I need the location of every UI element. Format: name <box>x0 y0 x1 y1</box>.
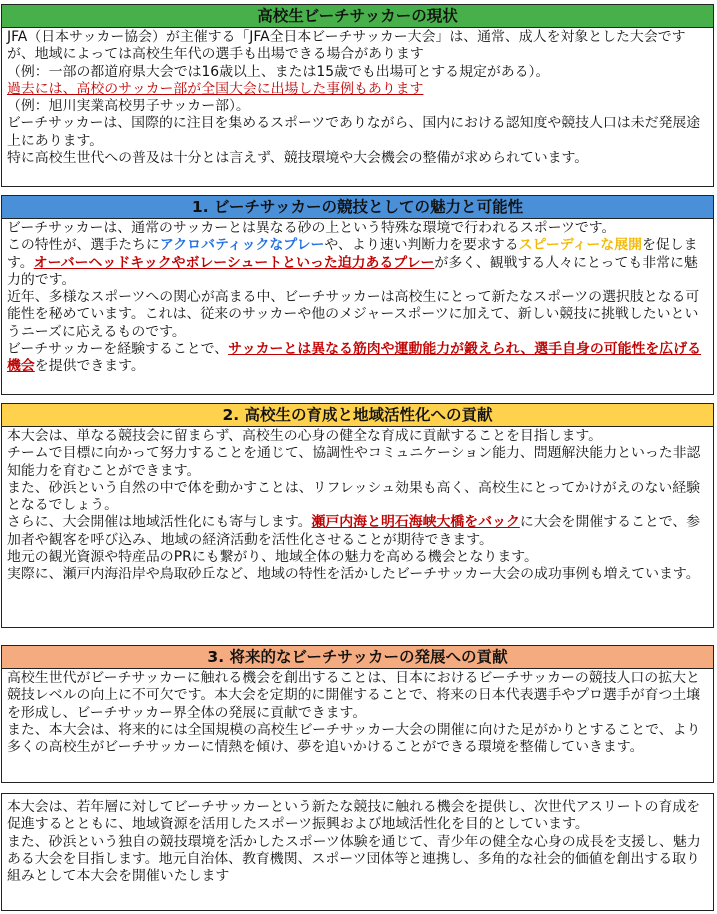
section-current-status <box>1 4 714 187</box>
highlight-setonaikai: 瀬戸内海と明石海峡大橋をバック <box>311 514 520 531</box>
paragraph: 近年、多様なスポーツへの関心が高まる中、ビーチサッカーは高校生にとって新たなスポーツの選択肢となる可能性を秘めています。これは、従来のサッカーや他のメジャースポーツに加えて、新しい競技に挑戦したいというニーズに応えるものです。 <box>7 289 700 340</box>
paragraph: 本大会は、若年層に対してビーチサッカーという新たな競技に触れる機会を提供し、次世代アスリートの育成を促進するとともに、地域資源を活用したスポーツ振興および地域活性化を目的としています。 <box>7 799 701 833</box>
text: に大会を開催することで、参加者や観客を呼び込み、地域の経済活動を活性化させることが期待できます。 <box>7 514 701 548</box>
highlight-acrobatic: アクロバティックなプレー <box>159 237 325 254</box>
paragraph: また、本大会は、将来的には全国規模の高校生ビーチサッカー大会の開催に向けた足がかりとすることで、より多くの高校生がビーチサッカーに情熱を傾け、夢を追いかけることができる環境を整備していきます。 <box>7 721 701 756</box>
paragraph: （例：一部の都道府県大会では16歳以上、または15歳でも出場可とする規定がある）。 <box>7 63 550 80</box>
text: が多く、観戦する人々にとっても非常に魅力的です。 <box>7 254 698 288</box>
paragraph <box>7 341 708 376</box>
section-appeal <box>1 195 714 395</box>
section-summary <box>1 793 714 911</box>
paragraph: 地元の観光資源や特産品のPRにも繋がり、地域全体の魅力を高める機会となります。 <box>7 549 538 566</box>
paragraph <box>7 514 708 549</box>
paragraph: また、砂浜という独自の競技環境を活かしたスポーツ体験を通じて、青少年の健全な心身の成長を支援し、魅力ある大会を目指します。地元自治体、教育機関、スポーツ団体等と連携し、多角的な社会的価値を創出する取り組みとして本大会を開催いたします <box>7 833 701 885</box>
paragraph: 高校生世代がビーチサッカーに触れる機会を創出することは、日本におけるビーチサッカーの競技人口の拡大と競技レベルの向上に不可欠です。本大会を定期的に開催することで、将来の日本代表選手やプロ選手が育つ土壌を形成し、ビーチサッカー界全体の発展に貢献できます。 <box>7 670 701 721</box>
paragraph: ビーチサッカーは、国際的に注目を集めるスポーツでありながら、国内における認知度や競技人口は未だ発展途上にあります。 <box>7 115 701 149</box>
text: を提供できます。 <box>34 358 145 375</box>
highlight-text: 過去には、高校のサッカー部が全国大会に出場した事例もあります <box>7 80 424 97</box>
section-header: 2. 高校生の育成と地域活性化への貢献 <box>2 404 713 427</box>
section-body <box>2 28 713 167</box>
paragraph: 特に高校生世代への普及は十分とは言えず、競技環境や大会機会の整備が求められています。 <box>7 150 589 167</box>
section-body <box>2 427 713 584</box>
text: さらに、大会開催は地域活性化にも寄与します。 <box>7 514 312 531</box>
paragraph: また、砂浜という自然の中で体を動かすことは、リフレッシュ効果も高く、高校生にとってかけがえのない経験となるでしょう。 <box>7 479 701 514</box>
paragraph: 本大会は、単なる競技会に留まらず、高校生の心身の健全な育成に貢献することを目指します。 <box>7 428 603 444</box>
section-body <box>2 219 713 376</box>
text: この特性が、選手たちに <box>7 237 160 254</box>
section-body <box>2 798 713 885</box>
text: を促します。 <box>7 237 698 271</box>
highlight-overhead: オーバーヘッドキックやボレーシュートといった迫力あるプレー <box>33 254 435 271</box>
highlight-muscle: サッカーとは異なる筋肉や運動能力が鍛えられ、選手自身の可能性を広げる機会 <box>7 341 701 375</box>
section-body <box>2 669 713 756</box>
section-education <box>1 403 714 628</box>
paragraph: JFA（日本サッカー協会）が主催する「JFA全日本ビーチサッカー大会」は、通常、成人を対象とした大会ですが、地域によっては高校生年代の選手も出場できる場合があります <box>7 29 686 63</box>
section-header: 高校生ビーチサッカーの現状 <box>2 5 713 28</box>
paragraph-highlight <box>7 81 708 98</box>
section-future <box>1 645 714 783</box>
section-header: 3. 将来的なビーチサッカーの発展への貢献 <box>2 646 713 669</box>
text: ビーチサッカーを経験することで、 <box>7 341 229 358</box>
text: や、より速い判断力を要求する <box>324 237 519 254</box>
paragraph: 実際に、瀬戸内海沿岸や鳥取砂丘など、地域の特性を活かしたビーチサッカー大会の成功事例も増えています。 <box>7 566 700 583</box>
paragraph: ビーチサッカーは、通常のサッカーとは異なる砂の上という特殊な環境で行われるスポーツです。 <box>7 220 616 236</box>
paragraph: （例：旭川実業高校男子サッカー部）。 <box>7 98 250 115</box>
paragraph: チームで目標に向かって努力することを通じて、協調性やコミュニケーション能力、問題解決能力といった非認知能力を育むことができます。 <box>7 445 701 479</box>
section-header: 1. ビーチサッカーの競技としての魅力と可能性 <box>2 196 713 219</box>
highlight-speedy: スピーディーな展開 <box>518 237 642 254</box>
paragraph <box>7 237 708 289</box>
